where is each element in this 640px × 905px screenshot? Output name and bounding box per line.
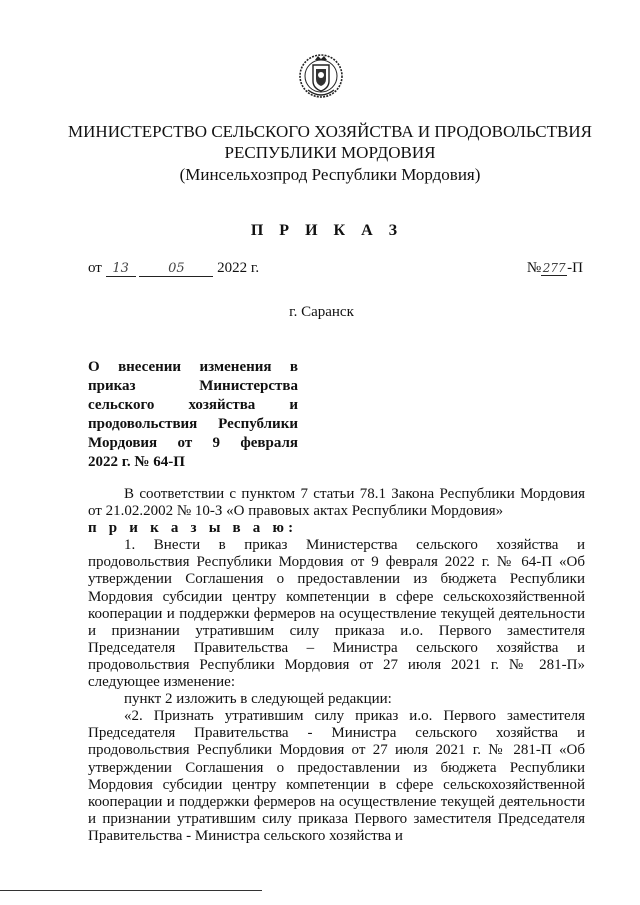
- order-date: [88, 260, 259, 277]
- ministry-name-line1: МИНИСТЕРСТВО СЕЛЬСКОГО ХОЗЯЙСТВА И ПРОДОВОЛЬСТВИЯ: [68, 122, 592, 141]
- number-suffix: -П: [567, 260, 583, 276]
- city: г. Саранск: [289, 304, 354, 320]
- item-2-text: «2. Признать утратившим силу приказ и.о. Первого заместителя Председателя Правительства - Министра сельского хозяйства и продовольствия Республики Мордовия от 27 июля 2021 г. № 281-П «Об утверждении Соглашения о предоставлении из бюджета Республики Мордовия субсидии центру компетенции в сфере сельскохозяйственной кооперации и поддержки фермеров на осуществление текущей деятельности и признании утратившим силу приказа Первого заместителя Председателя Правительства - Министра сельского хозяйства и: [88, 708, 585, 844]
- subject-text: О внесении изменения в приказ Министерства сельского хозяйства и продовольствия Республики Мордовия от 9 февраля: [88, 359, 298, 451]
- item-1-paragraph: 1. Внести в приказ Министерства сельского хозяйства и продовольствия Республики Мордовия от 9 февраля 2022 г. № 64-П «Об утверждении Соглашения о предоставлении из бюджета Республики Мордовия субсидии центру компетенции в сфере сельскохозяйственной кооперации и поддержки фермеров на осуществление текущей деятельности и признании утратившим силу приказа и.о. Первого заместителя Председателя Правительства – Министра сельского хозяйства и продовольствия Республики Мордовия от 27 июля 2021 г. № 281-П» следующее изменение:: [88, 537, 585, 691]
- ministry-name-line2: РЕСПУБЛИКИ МОРДОВИЯ: [224, 143, 436, 162]
- coat-of-arms-icon: [298, 50, 344, 102]
- date-month: 05: [168, 261, 185, 276]
- order-word: п р и к а з ы в а ю:: [88, 520, 298, 537]
- preamble-paragraph: В соответствии с пунктом 7 статьи 78.1 Закона Республики Мордовия от 21.02.2002 № 10-З «О правовых актах Республики Мордовия»: [88, 486, 585, 520]
- subject-last-line: 2022 г. № 64-П: [88, 454, 185, 470]
- item-2-intro: пункт 2 изложить в следующей редакции:: [124, 691, 392, 708]
- order-number: [527, 260, 583, 277]
- ministry-short-name: (Минсельхозпрод Республики Мордовия): [179, 165, 481, 184]
- date-prefix: от: [88, 260, 102, 276]
- footer-divider: [0, 890, 262, 891]
- number-sign: №: [526, 260, 542, 276]
- order-body: [88, 486, 585, 845]
- date-year: 2022 г.: [217, 260, 260, 276]
- document-title: П Р И К А З: [250, 222, 404, 239]
- order-subject: [88, 358, 298, 472]
- date-day: 13: [112, 261, 129, 276]
- number-value: 277: [542, 261, 566, 275]
- ministry-header: [60, 121, 600, 185]
